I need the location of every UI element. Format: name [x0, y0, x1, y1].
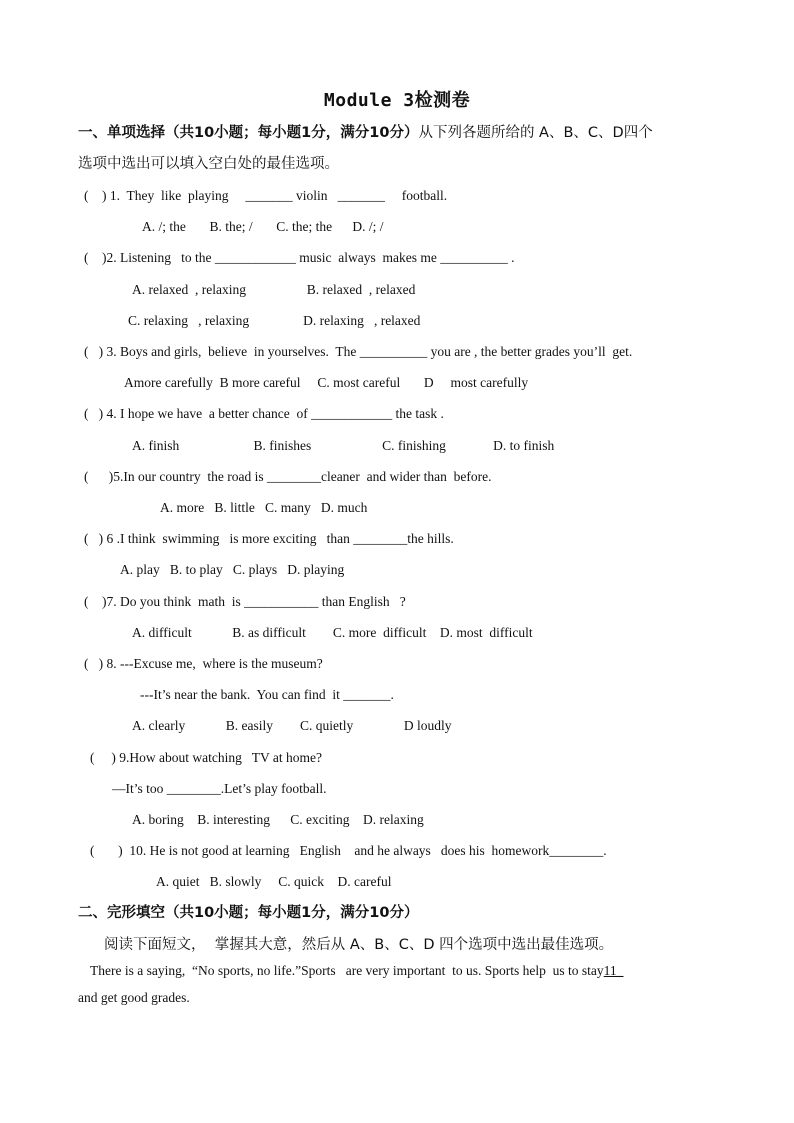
question-answer-line: ---It’s near the bank. You can find it _______. — [140, 687, 394, 702]
question-options: A. relaxed , relaxing B. relaxed , relaxed — [132, 282, 416, 297]
question-options: A. difficult B. as difficult C. more difficult D. most difficult — [132, 625, 533, 640]
section1-heading-rest: 从下列各题所给的 A、B、C、D四个 — [418, 125, 653, 141]
question-answer-line: —It’s too ________.Let’s play football. — [112, 781, 327, 796]
question-stem: ( )5.In our country the road is ________cleaner and wider than before. — [84, 469, 492, 484]
question-options: A. more B. little C. many D. much — [160, 500, 368, 515]
passage-line: and get good grades. — [78, 990, 190, 1005]
question-options: Amore carefully B more careful C. most careful D most carefully — [124, 375, 529, 390]
section1-heading-bold: 一、单项选择（共10小题；每小题1分，满分10分） — [78, 125, 419, 141]
section2-instruction: 阅读下面短文， 掌握其大意，然后从 A、B、C、D 四个选项中选出最佳选项。 — [104, 937, 614, 953]
question-stem: ( ) 10. He is not good at learning English and he always does his homework________. — [90, 843, 607, 858]
passage-line — [90, 962, 623, 980]
question-stem: ( )2. Listening to the ____________ music always makes me __________ . — [84, 250, 515, 265]
question-stem: ( ) 8. ---Excuse me, where is the museum? — [84, 656, 323, 671]
section1-heading — [78, 124, 653, 142]
question-stem: ( ) 9.How about watching TV at home? — [90, 750, 322, 765]
question-options: A. clearly B. easily C. quietly D loudly — [132, 718, 452, 733]
section2-heading: 二、完形填空（共10小题；每小题1分，满分10分） — [78, 905, 419, 921]
question-stem: ( )7. Do you think math is ___________ than English ? — [84, 594, 406, 609]
question-stem: ( ) 4. I hope we have a better chance of ____________ the task . — [84, 406, 444, 421]
question-stem: ( ) 6 .I think swimming is more exciting than ________the hills. — [84, 531, 454, 546]
question-options: A. finish B. finishes C. finishing D. to finish — [132, 438, 555, 453]
passage-text: There is a saying, “No sports, no life.”Sports are very important to us. Sports help us to stay — [90, 963, 604, 978]
question-options: A. /; the B. the; / C. the; the D. /; / — [142, 219, 384, 234]
question-options: A. quiet B. slowly C. quick D. careful — [156, 874, 392, 889]
question-options: A. play B. to play C. plays D. playing — [120, 562, 345, 577]
section1-heading-line2: 选项中选出可以填入空白处的最佳选项。 — [78, 156, 339, 172]
question-stem: ( ) 3. Boys and girls, believe in yourselves. The __________ you are , the better grades you’ll get. — [84, 344, 633, 359]
question-stem: ( ) 1. They like playing _______ violin _______ football. — [84, 188, 448, 203]
question-options: A. boring B. interesting C. exciting D. relaxing — [132, 812, 424, 827]
blank-11[interactable]: 11_ — [603, 963, 624, 978]
page-title: Module 3检测卷 — [323, 90, 471, 111]
question-options: C. relaxing , relaxing D. relaxing , relaxed — [128, 313, 421, 328]
